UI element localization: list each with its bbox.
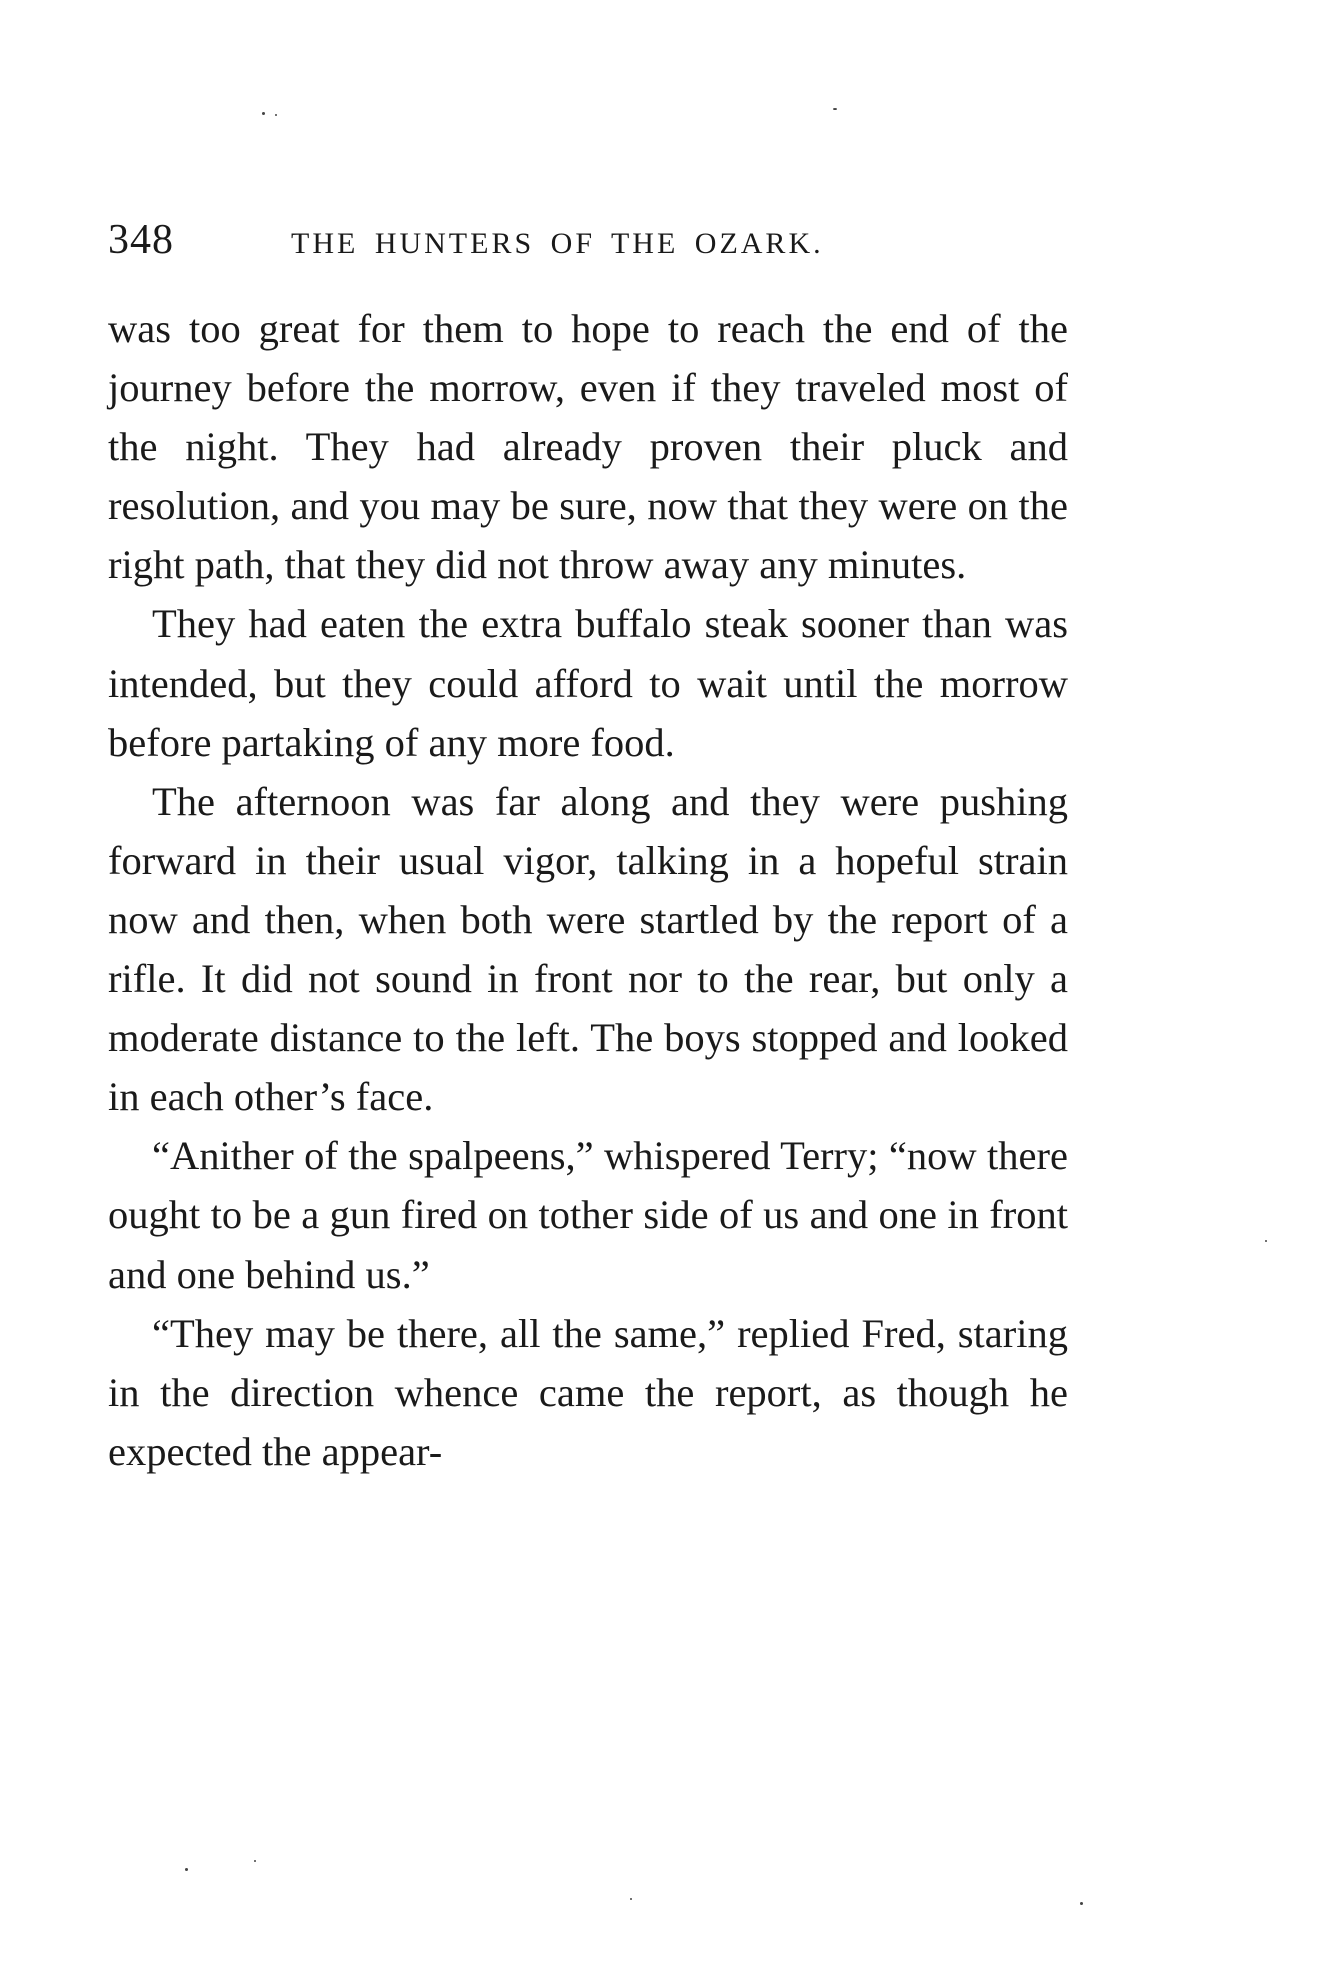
scan-speck bbox=[1080, 1902, 1083, 1905]
scan-speck bbox=[1265, 1240, 1267, 1242]
paragraph-2: They had eaten the extra buffalo steak sooner than was intended, but they could afford to wait until the morrow before partaking of any more food. bbox=[108, 601, 1068, 765]
paragraph-1: was too great for them to hope to reach the end of the journey before the morrow, even if they traveled most of the night. They had already proven their pluck and resolution, and you may be sure, now that they were on the right path, that they did not throw away any minutes. bbox=[108, 306, 1068, 588]
body-text bbox=[108, 299, 1068, 1481]
scan-speck bbox=[185, 1868, 188, 1871]
page-number: 348 bbox=[108, 217, 174, 263]
paragraph-4: “Anither of the spalpeens,” whispered Terry; “now there ought to be a gun fired on tother side of us and one in front and one behind us.” bbox=[108, 1133, 1068, 1297]
paragraph-3: The afternoon was far along and they were pushing forward in their usual vigor, talking in a hopeful strain now and then, when both were startled by the report of a rifle. It did not sound in front nor to the rear, but only a moderate distance to the left. The boys stopped and looked in each other’s face. bbox=[108, 778, 1068, 1120]
scan-speck bbox=[630, 1898, 632, 1900]
paragraph-5: “They may be there, all the same,” replied Fred, staring in the direction whence came the report, as though he expected the appear- bbox=[108, 1310, 1068, 1474]
page-header bbox=[108, 215, 1068, 265]
scan-speck bbox=[262, 112, 265, 115]
running-title: THE HUNTERS OF THE OZARK. bbox=[291, 227, 824, 260]
scan-speck bbox=[275, 114, 277, 116]
scan-speck bbox=[254, 1860, 256, 1862]
scan-speck bbox=[833, 108, 837, 110]
